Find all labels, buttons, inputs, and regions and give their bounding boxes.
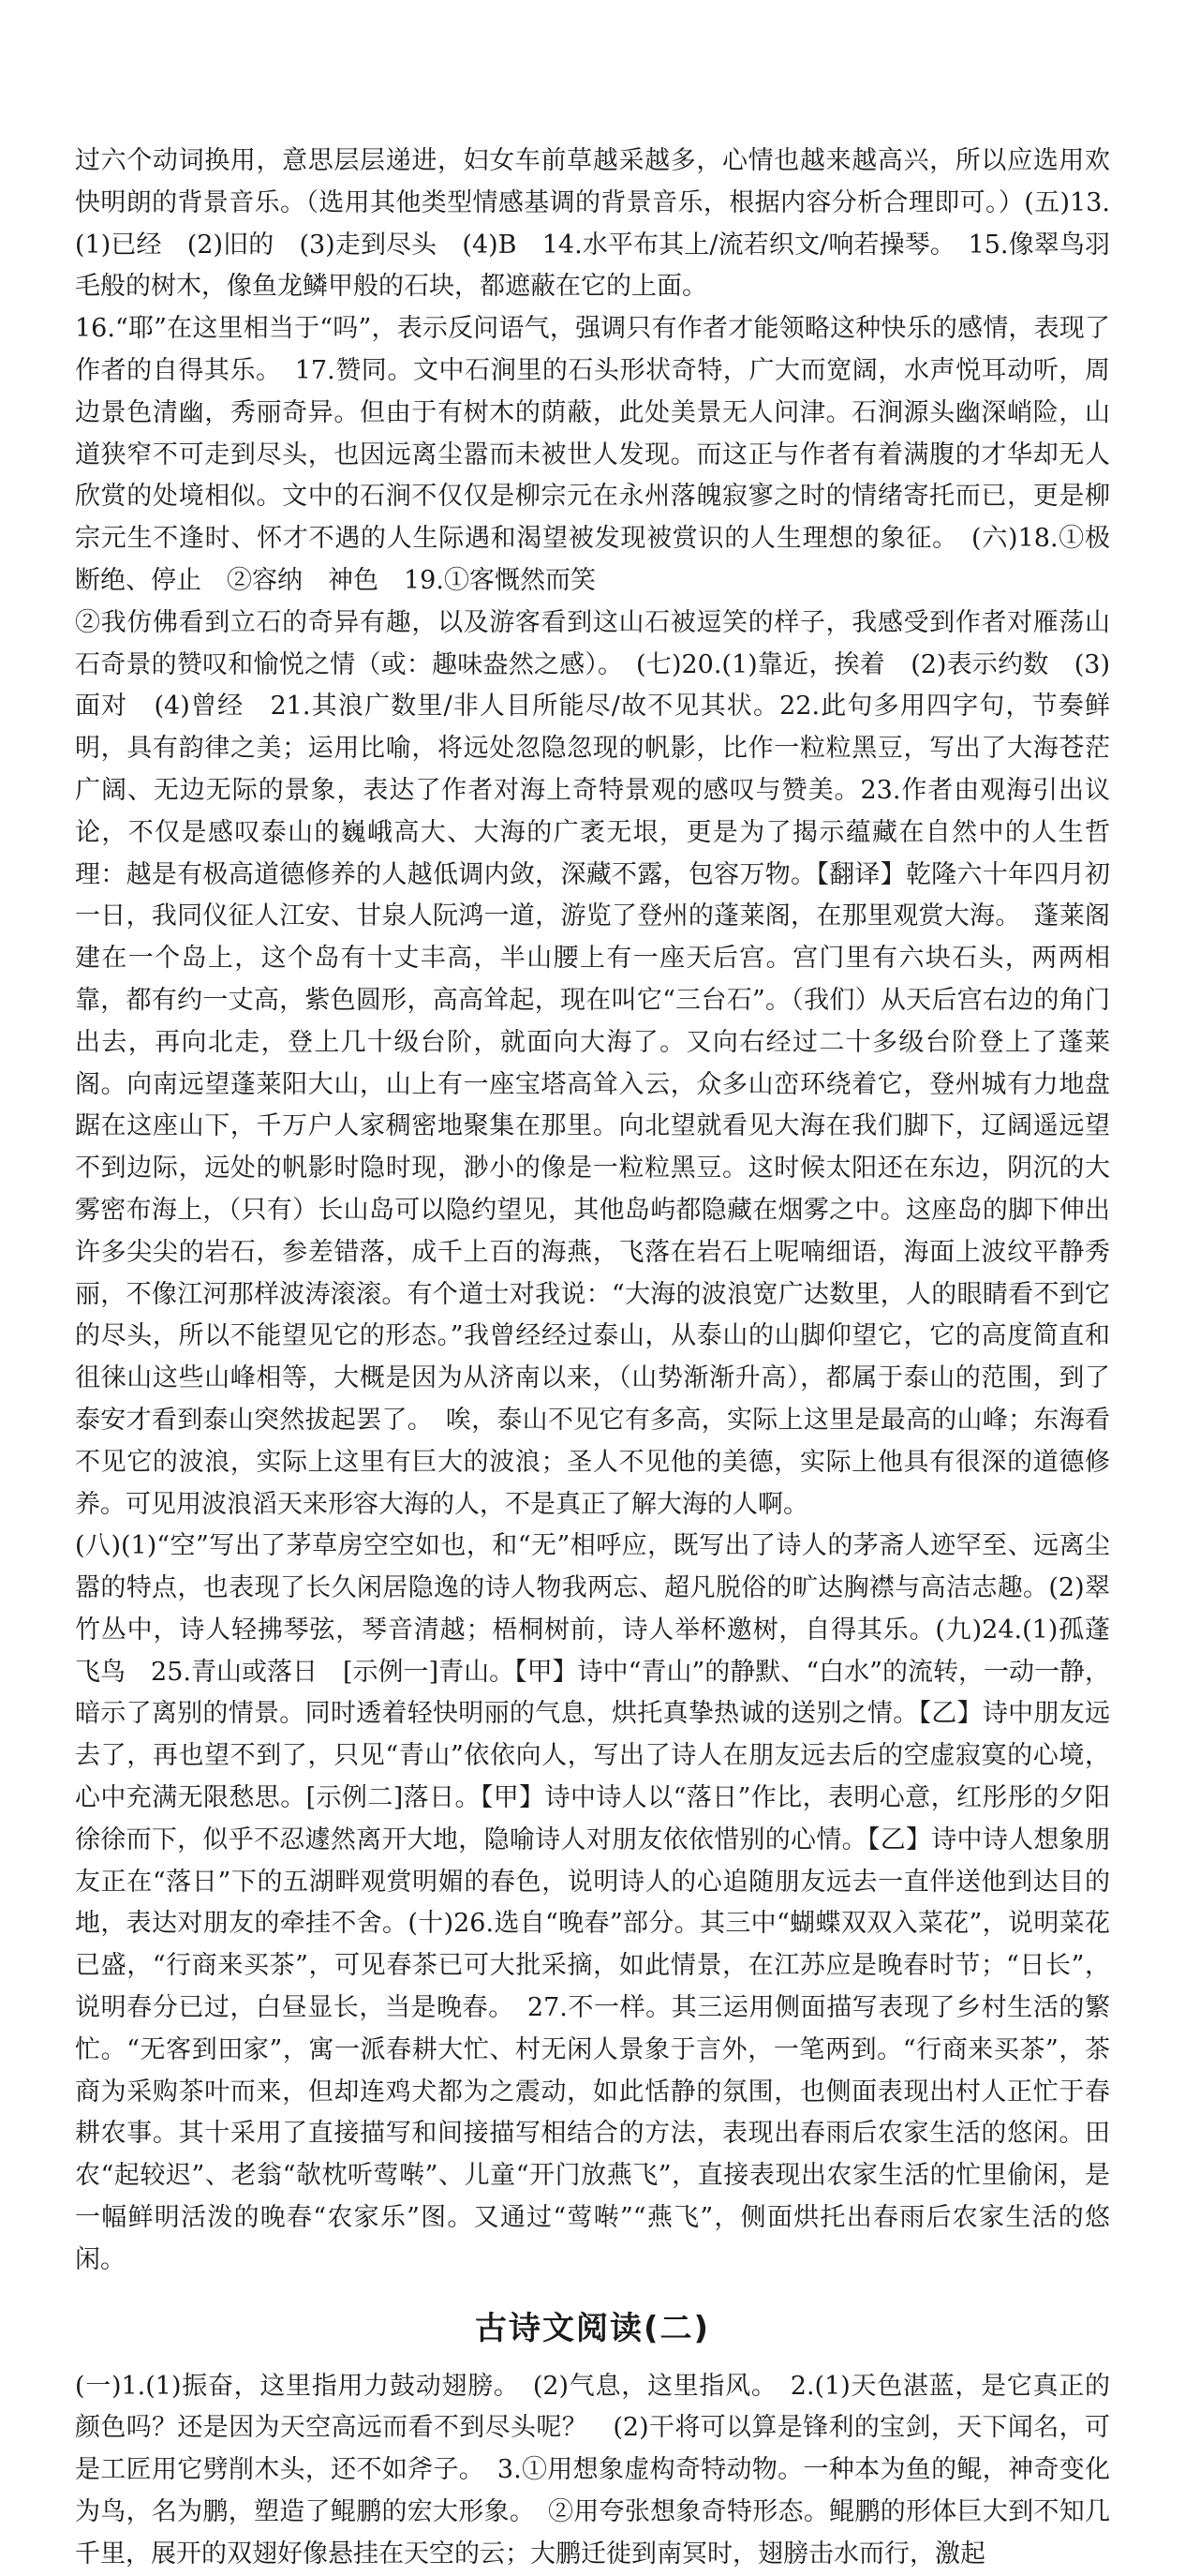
answer-paragraph: 16.“耶”在这里相当于“吗”，表示反问语气，强调只有作者才能领略这种快乐的感情，表现了作者的自得其乐。 17.赞同。文中石涧里的石头形状奇特，广大而宽阔，水声悦耳动听，周边景色清幽，秀丽奇异。但由于有树木的荫蔽，此处美景无人问津。石涧源头幽深峭险，山道狭窄不可走到尽头，也因远离尘嚣而未被世人发现。而这正与作者有着满腹的才华却无人欣赏的处境相似。文中的石涧不仅仅是柳宗元在永州落魄寂寥之时的情绪寄托而已，更是柳宗元生不逢时、怀才不遇的人生际遇和渴望被发现被赏识的人生理想的象征。 (六)18.①极 断绝、停止 ②容纳 神色 19.①客慨然而笑 (75, 314, 1135, 595)
answer-paragraph: ②我仿佛看到立石的奇异有趣，以及游客看到这山石被逗笑的样子，我感受到作者对雁荡山石奇景的赞叹和愉悦之情（或：趣味盎然之感）。 (七)20.(1)靠近，挨着 (2)表示约数 (3)面对 (4)曾经 21.其浪广数里/非人目所能尽/故不见其状。22.此句多用四字句，节奏鲜明，具有韵律之美；运用比喻，将远处忽隐忽现的帆影，比作一粒粒黑豆，写出了大海苍茫广阔、无边无际的景象，表达了作者对海上奇特景观的感叹与赞美。23.作者由观海引出议论，不仅是感叹泰山的巍峨高大、大海的广袤无垠，更是为了揭示蕴藏在自然中的人生哲理：越是有极高道德修养的人越低调内敛，深藏不露，包容万物。【翻译】乾隆六十年四月初一日，我同仪征人江安、甘泉人阮鸿一道，游览了登州的蓬莱阁，在那里观赏大海。 蓬莱阁建在一个岛上，这个岛有十丈丰高，半山腰上有一座天后宫。宫门里有六块石头，两两相靠，都有约一丈高，紫色圆形，高高耸起，现在叫它“三台石”。（我们）从天后宫右边的角门出去，再向北走，登上几十级台阶，就面向大海了。又向右经过二十多级台阶登上了蓬莱阁。向南远望蓬莱阳大山，山上有一座宝塔高耸入云，众多山峦环绕着它，登州城有力地盘踞在这座山下，千万户人家稠密地聚集在那里。向北望就看见大海在我们脚下，辽阔遥远望不到边际，远处的帆影时隐时现，渺小的像是一粒粒黑豆。这时候太阳还在东边，阴沉的大雾密布海上，（只有）长山岛可以隐约望见，其他岛屿都隐藏在烟雾之中。这座岛的脚下伸出许多尖尖的岩石，参差错落，成千上百的海燕，飞落在岩石上呢喃细语，海面上波纹平静秀丽，不像江河那样波涛滚滚。有个道士对我说：“大海的波浪宽广达数里，人的眼睛看不到它的尽头，所以不能望见它的形态。”我曾经经过泰山，从泰山的山脚仰望它，它的高度简直和徂徕山这些山峰相等，大概是因为从济南以来，（山势渐渐升高），都属于泰山的范围，到了泰安才看到泰山突然拔起罢了。 唉，泰山不见它有多高，实际上这里是最高的山峰；东海看不见它的波浪，实际上这里有巨大的波浪；圣人不见他的美德，实际上他具有很深的道德修养。可见用波浪滔天来形容大海的人，不是真正了解大海的人啊。 (75, 607, 1110, 1519)
answer-block-2 (75, 2366, 1110, 2576)
answer-paragraph: (八)(1)“空”写出了茅草房空空如也，和“无”相呼应，既写出了诗人的茅斋人迹罕至、远离尘嚣的特点，也表现了长久闲居隐逸的诗人物我两忘、超凡脱俗的旷达胸襟与高洁志趣。(2)翠竹丛中，诗人轻拂琴弦，琴音清越；梧桐树前，诗人举杯邀树，自得其乐。(九)24.(1)孤蓬 飞鸟 25.青山或落日 [示例一]青山。【甲】诗中“青山”的静默、“白水”的流转，一动一静，暗示了离别的情景。同时透着轻快明丽的气息，烘托真挚热诚的送别之情。【乙】诗中朋友远去了，再也望不到了，只见“青山”依依向人，写出了诗人在朋友远去后的空虚寂寞的心境，心中充满无限愁思。[示例二]落日。【甲】诗中诗人以“落日”作比，表明心意，红彤彤的夕阳徐徐而下，似乎不忍遽然离开大地，隐喻诗人对朋友依依惜别的心情。【乙】诗中诗人想象朋友正在“落日”下的五湖畔观赏明媚的春色，说明诗人的心追随朋友远去一直伴送他到达目的地，表达对朋友的牵挂不舍。(十)26.选自“晚春”部分。其三中“蝴蝶双双入菜花”，说明菜花已盛，“行商来买茶”，可见春茶已可大批采摘，如此情景，在江苏应是晚春时节；“日长”，说明春分已过，白昼显长，当是晚春。 27.不一样。其三运用侧面描写表现了乡村生活的繁忙。“无客到田家”，寓一派春耕大忙、村无闲人景象于言外，一笔两到。“行商来买茶”，茶商为采购茶叶而来，但却连鸡犬都为之震动，如此恬静的氛围，也侧面表现出村人正忙于春耕农事。其十采用了直接描写和间接描写相结合的方法，表现出春雨后农家生活的悠闲。田农“起较迟”、老翁“欹枕听莺啭”、儿童“开门放燕飞”，直接表现出农家生活的忙里偷闲，是一幅鲜明活泼的晚春“农家乐”图。又通过“莺啭”“燕飞”，侧面烘托出春雨后农家生活的悠闲。 (75, 1531, 1135, 2274)
section-title: 古诗文阅读(二) (474, 2309, 711, 2347)
answer-block-1 (75, 141, 1135, 2282)
answer-paragraph: 过六个动词换用，意思层层递进，妇女车前草越采越多，心情也越来越高兴，所以应选用欢快明朗的背景音乐。（选用其他类型情感基调的背景音乐，根据内容分析合理即可。）(五)13.(1)已经 (2)旧的 (3)走到尽头 (4)B 14.水平布其上/流若织文/响若操琴。 15.像翠鸟羽毛般的树木，像鱼龙鳞甲般的石块，都遮蔽在它的上面。 (75, 146, 1110, 302)
answer-paragraph: (一)1.(1)振奋，这里指用力鼓动翅膀。 (2)气息，这里指风。 2.(1)天色湛蓝，是它真正的颜色吗？还是因为天空高远而看不到尽头呢？ (2)干将可以算是锋利的宝剑，天下闻名，可是工匠用它劈削木头，还不如斧子。 3.①用想象虚构奇特动物。一种本为鱼的鲲，神奇变化为鸟，名为鹏，塑造了鲲鹏的宏大形象。 ②用夸张想象奇特形态。鲲鹏的形体巨大到不知几千里，展开的双翅好像悬挂在天空的云；大鹏迁徙到南冥时，翅膀击水而行，激起 (75, 2371, 1110, 2569)
